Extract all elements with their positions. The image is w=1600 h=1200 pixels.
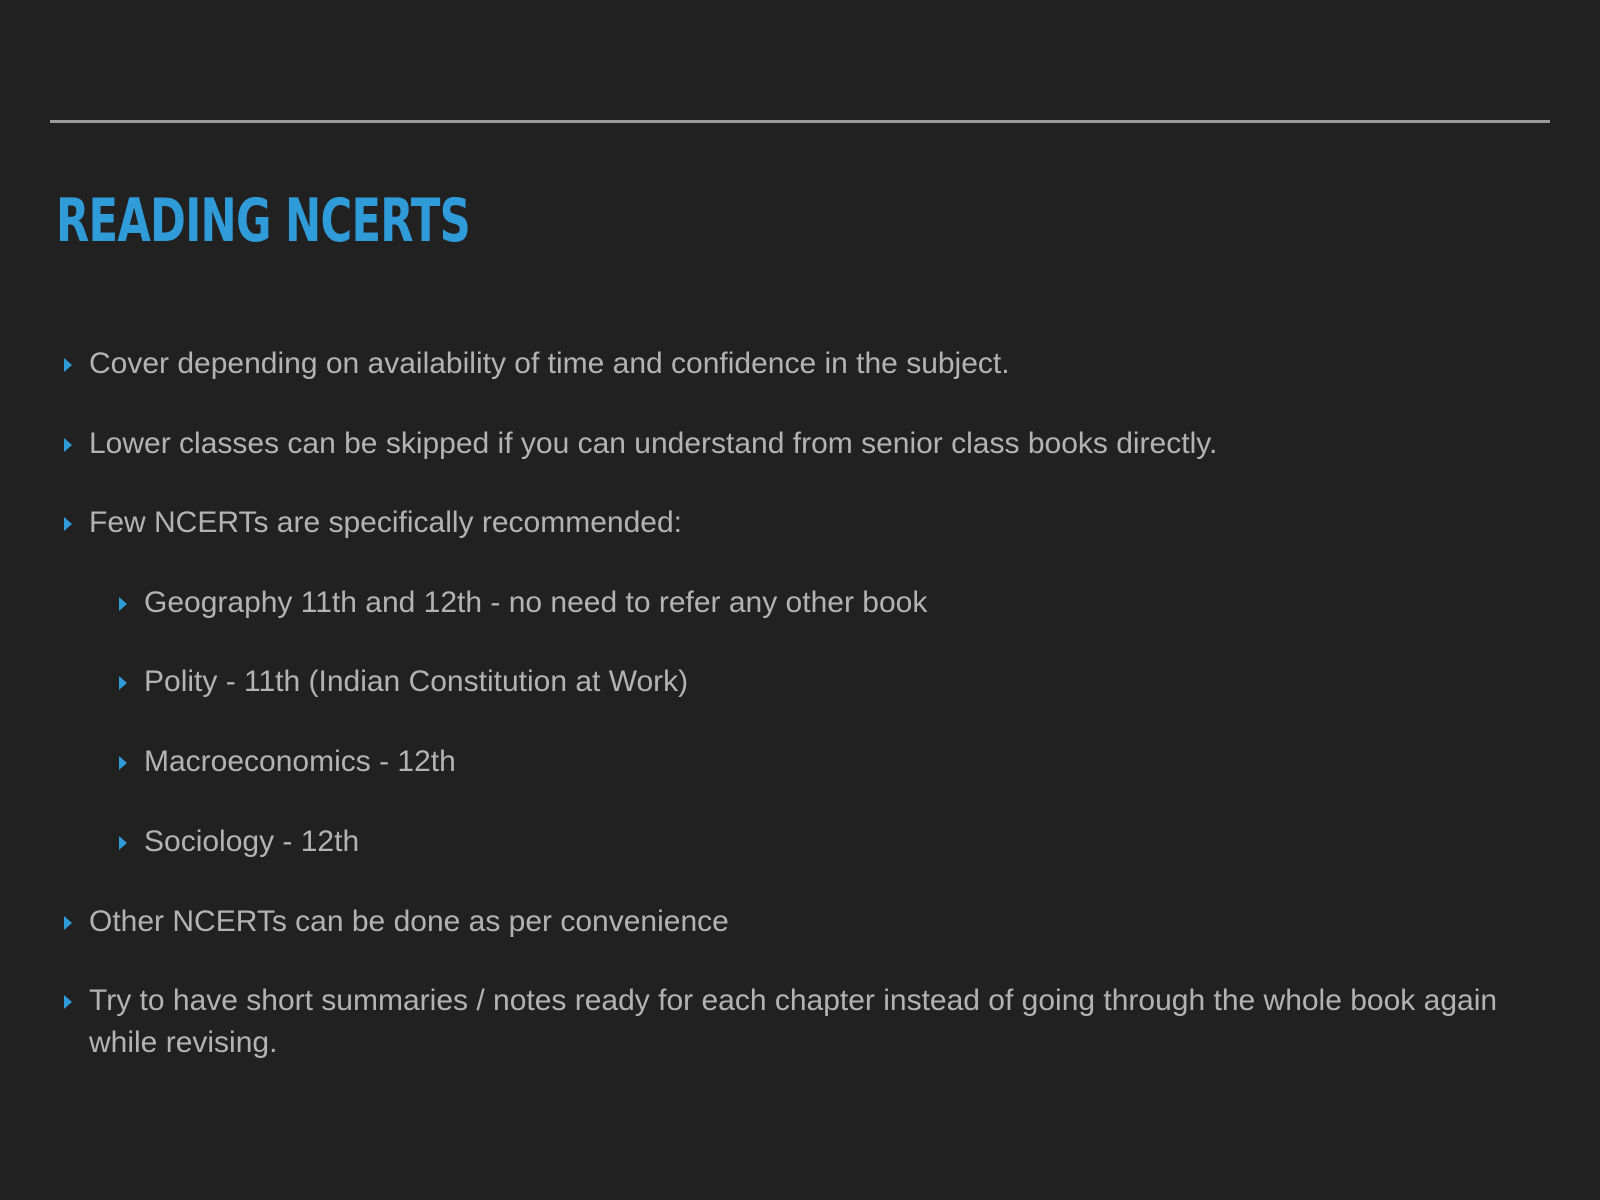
bullet-text: Try to have short summaries / notes ready for each chapter instead of going through the whole book again while revising. (89, 984, 1498, 1059)
triangle-bullet-icon (64, 438, 72, 452)
bullet-item (89, 901, 729, 943)
triangle-bullet-icon (119, 676, 127, 690)
bullet-text: Lower classes can be skipped if you can understand from senior class books directly. (89, 427, 1218, 460)
bullet-text: Few NCERTs are specifically recommended: (89, 506, 682, 539)
bullet-item (89, 343, 1010, 385)
triangle-bullet-icon (64, 517, 72, 531)
bullet-text: Cover depending on availability of time and confidence in the subject. (89, 347, 1010, 380)
triangle-bullet-icon (64, 358, 72, 372)
triangle-bullet-icon (64, 916, 72, 930)
sub-bullet-text: Macroeconomics - 12th (144, 745, 456, 778)
title-divider (50, 120, 1550, 123)
slide-title: READING NCERTS (56, 186, 470, 256)
sub-bullet-item (144, 661, 688, 703)
triangle-bullet-icon (64, 995, 72, 1009)
triangle-bullet-icon (119, 836, 127, 850)
sub-bullet-item (144, 741, 456, 783)
bullet-item (89, 502, 682, 544)
bullet-item (89, 980, 1529, 1064)
sub-bullet-item (144, 582, 927, 624)
sub-bullet-text: Geography 11th and 12th - no need to refer any other book (144, 586, 928, 619)
bullet-text: Other NCERTs can be done as per convenience (89, 905, 729, 938)
bullet-item (89, 423, 1217, 465)
sub-bullet-text: Sociology - 12th (144, 825, 360, 858)
sub-bullet-text: Polity - 11th (Indian Constitution at Work) (144, 665, 689, 698)
sub-bullet-item (144, 821, 359, 863)
triangle-bullet-icon (119, 597, 127, 611)
triangle-bullet-icon (119, 756, 127, 770)
